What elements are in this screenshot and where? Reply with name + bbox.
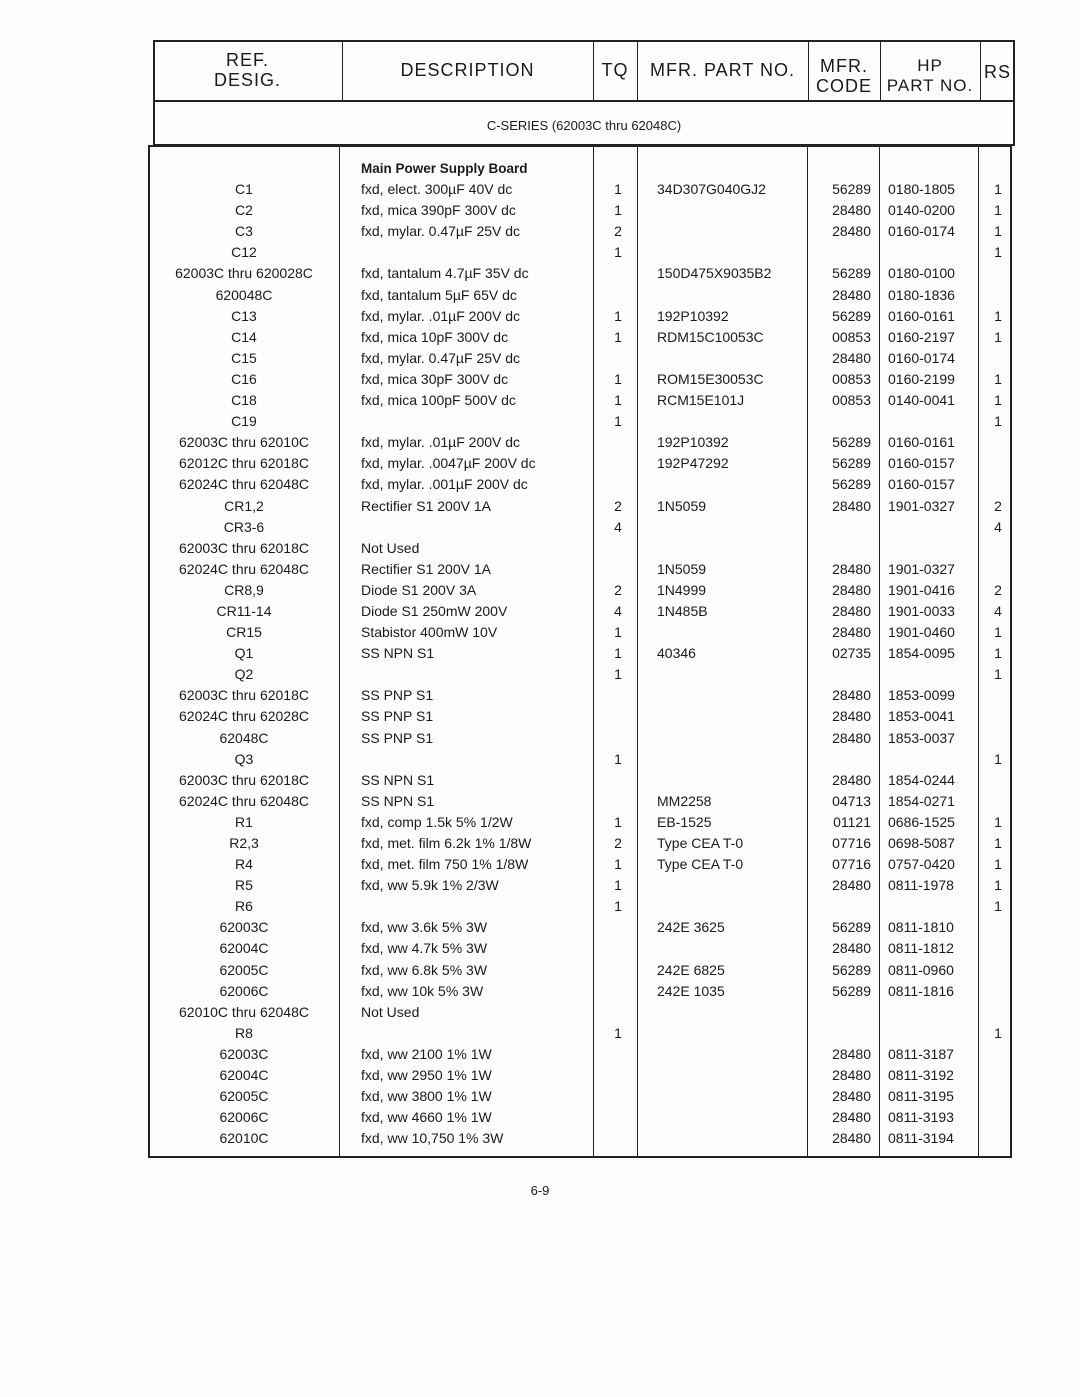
cell-ref: 62010C thru 62048C [179,1003,309,1020]
cell-code: 00853 [832,328,871,345]
cell-tq: 1 [614,370,622,387]
table-row [148,1107,1010,1128]
cell-mfr: 40346 [657,645,696,662]
cell-tq: 1 [614,202,622,219]
cell-ref: 62003C thru 62010C [179,434,309,451]
cell-code: 28480 [832,349,871,366]
cell-rs: 1 [994,835,1002,851]
cell-desc: SS NPN S1 [361,792,435,809]
cell-desc: SS PNP S1 [361,729,434,746]
cell-mfr: ROM15E30053C [657,370,764,387]
cell-hp: 1901-0460 [888,624,955,641]
table-row [148,221,1010,242]
cell-code: 28480 [832,708,871,725]
table-row [148,749,1010,770]
table-row [148,833,1010,854]
cell-rs: 4 [994,518,1002,535]
cell-desc: SS PNP S1 [361,687,434,704]
cell-hp: 0757-0420 [888,856,955,873]
cell-code: 56289 [832,476,871,493]
cell-desc: Stabistor 400mW 10V [361,624,498,641]
cell-hp: 0811-3192 [888,1067,954,1084]
cell-ref: C18 [231,392,257,409]
series-title: C-SERIES (62003C thru 62048C) [486,118,682,133]
cell-hp: 0140-0041 [888,392,955,409]
cell-desc: fxd, met. film 750 1% 1/8W [361,856,529,873]
table-row [148,770,1010,791]
table-row [148,474,1010,495]
cell-ref: 62012C thru 62018C [179,455,309,472]
cell-hp: 0180-1836 [888,286,955,303]
cell-tq: 2 [614,497,622,514]
header-hp-part-no [880,56,980,96]
cell-desc: fxd, mylar. .01µF 200V dc [361,434,521,451]
cell-hp: 1901-0033 [888,602,955,619]
cell-desc: fxd, elect. 300µF 40V dc [361,181,513,198]
cell-mfr: RCM15E101J [657,392,745,409]
cell-code: 07716 [832,856,871,873]
cell-desc: fxd, mica 390pF 300V dc [361,202,516,219]
table-row [148,327,1010,348]
cell-mfr: 1N4999 [657,581,707,598]
cell-rs: 1 [994,1024,1002,1041]
cell-code: 28480 [832,877,871,894]
cell-ref: 62004C [219,940,269,957]
cell-mfr: 192P10392 [657,307,729,324]
header-mfr-part-no: MFR. PART NO. [649,60,795,80]
cell-tq: 2 [614,223,622,240]
cell-hp: 0811-1810 [888,919,954,936]
cell-tq: 1 [614,413,622,430]
cell-desc: fxd, ww 2100 1% 1W [361,1045,492,1062]
cell-ref: 62024C thru 62048C [179,792,309,809]
table-row [148,1023,1010,1044]
cell-ref: Q2 [234,666,254,683]
table-row [148,728,1010,749]
cell-tq: 1 [614,856,622,873]
cell-ref: 62003C thru 62018C [179,539,309,556]
cell-rs: 1 [994,307,1002,324]
cell-tq: 1 [614,877,622,894]
cell-hp: 1901-0327 [888,560,955,577]
cell-ref: C16 [231,370,257,387]
table-row [148,938,1010,959]
table-row [148,200,1010,221]
cell-code: 28480 [832,940,871,957]
cell-ref: 62004C [219,1067,269,1084]
cell-hp: 1854-0271 [888,792,955,809]
cell-mfr: Type CEA T-0 [657,856,744,873]
cell-ref: C1 [235,181,253,198]
cell-mfr: 242E 3625 [657,919,725,936]
cell-code: 56289 [832,455,871,472]
cell-tq: 1 [614,645,622,662]
cell-tq: 4 [614,602,622,619]
cell-desc: fxd, tantalum 4.7µF 35V dc [361,265,529,282]
cell-desc: fxd, tantalum 5µF 65V dc [361,286,517,303]
cell-desc: Not Used [361,539,420,556]
header-hp-line1: HP [917,56,943,75]
cell-code: 28480 [832,687,871,704]
table-row [148,664,1010,685]
cell-tq: 1 [614,307,622,324]
cell-rs: 1 [994,856,1002,873]
cell-ref: R8 [235,1024,253,1041]
cell-mfr: 242E 6825 [657,961,725,978]
cell-ref: Q1 [234,645,254,662]
cell-code: 02735 [832,645,871,662]
cell-desc: fxd, ww 6.8k 5% 3W [361,961,488,978]
cell-ref: 62003C thru 62018C [179,687,309,704]
table-row [148,348,1010,369]
cell-hp: 0180-0100 [888,265,955,282]
cell-desc: fxd, mylar. .0047µF 200V dc [361,455,536,472]
cell-ref: 62006C [219,982,269,999]
page-number: 6-9 [530,1183,550,1198]
header-mfr-code [808,56,880,96]
cell-ref: 62048C [219,729,269,746]
cell-code: 01121 [833,813,871,830]
cell-tq: 1 [614,666,622,683]
cell-ref: 62006C [219,1109,269,1126]
table-row [148,981,1010,1002]
cell-hp: 0811-0960 [888,961,954,978]
cell-mfr: 1N485B [657,602,708,619]
cell-ref: C3 [235,223,253,240]
cell-ref: 62005C [219,961,269,978]
cell-tq: 1 [614,750,622,767]
cell-desc: fxd, ww 4.7k 5% 3W [361,940,488,957]
cell-ref: C12 [231,244,257,261]
cell-hp: 0811-3187 [888,1045,954,1062]
cell-code: 56289 [832,919,871,936]
cell-hp: 0140-0200 [888,202,955,219]
cell-code: 28480 [832,223,871,240]
cell-hp: 0160-0157 [888,455,955,472]
cell-code: 56289 [832,961,871,978]
table-row [148,285,1010,306]
table-row [148,685,1010,706]
cell-mfr: RDM15C10053C [657,328,764,345]
cell-code: 56289 [832,434,871,451]
table-row [148,706,1010,727]
table-row [148,643,1010,664]
cell-rs: 1 [994,413,1002,430]
cell-tq: 1 [614,181,622,198]
table-row [148,263,1010,284]
cell-code: 04713 [832,792,871,809]
cell-rs: 1 [994,328,1002,345]
cell-hp: 1853-0099 [888,687,955,704]
cell-code: 56289 [832,307,871,324]
cell-ref: 620048C [215,286,273,303]
cell-desc: Rectifier S1 200V 1A [361,497,491,514]
cell-ref: C14 [231,328,257,345]
cell-code: 28480 [832,624,871,641]
cell-code: 28480 [832,202,871,219]
cell-ref: 62003C thru 62018C [179,771,309,788]
table-row [148,369,1010,390]
cell-desc: fxd, mylar. .001µF 200V dc [361,476,528,493]
cell-rs: 4 [994,602,1002,619]
cell-rs: 1 [994,223,1002,240]
cell-desc: fxd, mylar. 0.47µF 25V dc [361,349,521,366]
cell-code: 28480 [832,581,871,598]
table-row [148,390,1010,411]
cell-ref: R4 [235,856,253,873]
cell-code: 28480 [832,1088,871,1105]
cell-tq: 4 [614,518,622,535]
table-row [148,812,1010,833]
table-row [148,601,1010,622]
cell-desc: fxd, ww 4660 1% 1W [361,1109,492,1126]
cell-tq: 1 [614,624,622,641]
cell-hp: 1854-0244 [888,771,955,788]
cell-desc: Main Power Supply Board [361,161,528,176]
cell-ref: 62024C thru 62048C [179,560,309,577]
cell-rs: 1 [994,750,1002,767]
header-description: DESCRIPTION [400,60,535,80]
cell-tq: 1 [614,392,622,409]
cell-code: 00853 [832,370,871,387]
cell-rs: 1 [994,666,1002,683]
cell-desc: SS NPN S1 [361,645,435,662]
header-mfr-code-line2: CODE [815,76,872,96]
cell-ref: 62003C [219,1045,269,1062]
cell-ref: Q3 [234,750,254,767]
cell-code: 28480 [832,729,871,746]
cell-desc: fxd, mylar. 0.47µF 25V dc [361,223,521,240]
cell-code: 56289 [832,265,871,282]
cell-rs: 1 [994,645,1002,662]
cell-rs: 1 [994,624,1002,641]
cell-desc: SS PNP S1 [361,708,434,725]
header-ref-line1: REF. [225,50,269,70]
cell-ref: R1 [235,813,253,830]
cell-mfr: 242E 1035 [657,982,725,999]
table-row [148,496,1010,517]
cell-mfr: 192P10392 [657,434,729,451]
cell-desc: fxd, mica 100pF 500V dc [361,392,516,409]
table-row [148,453,1010,474]
cell-hp: 0160-0157 [888,476,955,493]
cell-hp: 0160-0174 [888,349,955,366]
cell-code: 28480 [832,1045,871,1062]
table-row [148,896,1010,917]
cell-desc: Rectifier S1 200V 1A [361,560,491,577]
cell-tq: 1 [614,328,622,345]
cell-hp: 0160-0161 [888,434,955,451]
table-row [148,242,1010,263]
cell-hp: 0811-1978 [888,877,954,894]
cell-hp: 1853-0037 [888,729,955,746]
cell-hp: 0811-3194 [888,1130,954,1147]
cell-hp: 0160-0174 [888,223,955,240]
cell-mfr: Type CEA T-0 [657,835,744,851]
cell-hp: 0811-3193 [888,1109,954,1126]
table-row [148,538,1010,559]
cell-rs: 1 [994,244,1002,261]
cell-desc: fxd, ww 5.9k 1% 2/3W [361,877,499,894]
cell-hp: 0811-3195 [888,1088,954,1105]
cell-desc: Diode S1 250mW 200V [361,602,508,619]
table-row [148,1044,1010,1065]
cell-code: 56289 [832,181,871,198]
cell-hp: 0160-2197 [888,328,955,345]
cell-hp: 1901-0416 [888,581,955,598]
table-row [148,791,1010,812]
cell-ref: C19 [231,413,257,430]
table-row [148,1002,1010,1023]
table-row [148,411,1010,432]
section-title-row [148,158,1010,179]
header-hp-line2: PART NO. [886,76,974,95]
cell-hp: 0811-1812 [888,940,954,957]
cell-code: 28480 [832,771,871,788]
cell-rs: 1 [994,898,1002,915]
cell-tq: 1 [614,898,622,915]
cell-hp: 1853-0041 [888,708,955,725]
header-tq: TQ [601,60,629,80]
cell-tq: 1 [614,1024,622,1041]
header-rs: RS [983,62,1011,82]
cell-rs: 1 [994,181,1002,198]
cell-rs: 1 [994,813,1002,830]
cell-desc: fxd, mica 10pF 300V dc [361,328,509,345]
cell-ref: C13 [231,307,257,324]
cell-desc: fxd, ww 2950 1% 1W [361,1067,492,1084]
cell-desc: Diode S1 200V 3A [361,581,477,598]
cell-ref: 62010C [219,1130,269,1147]
cell-tq: 1 [614,813,622,830]
cell-desc: SS NPN S1 [361,771,435,788]
cell-hp: 1901-0327 [888,497,955,514]
table-row [148,917,1010,938]
cell-ref: R6 [235,898,253,915]
cell-ref: C2 [235,202,253,219]
cell-code: 28480 [832,1130,871,1147]
cell-code: 07716 [832,835,871,851]
cell-desc: fxd, met. film 6.2k 1% 1/8W [361,835,532,851]
cell-rs: 1 [994,370,1002,387]
table-row [148,432,1010,453]
cell-rs: 2 [994,581,1002,598]
cell-tq: 1 [614,244,622,261]
cell-desc: fxd, mica 30pF 300V dc [361,370,509,387]
table-row [148,517,1010,538]
cell-desc: fxd, ww 10,750 1% 3W [361,1130,504,1147]
cell-hp: 0180-1805 [888,181,955,198]
cell-code: 28480 [832,1067,871,1084]
cell-hp: 1854-0095 [888,645,955,662]
cell-ref: 62024C thru 62048C [179,476,309,493]
cell-mfr: 150D475X9035B2 [657,265,772,282]
cell-ref: R5 [235,877,253,894]
cell-ref: CR11-14 [216,602,272,619]
cell-hp: 0686-1525 [888,813,955,830]
cell-tq: 2 [614,581,622,598]
table-row [148,306,1010,327]
cell-hp: 0698-5087 [888,835,955,851]
cell-desc: fxd, ww 3800 1% 1W [361,1088,492,1105]
cell-rs: 1 [994,877,1002,894]
cell-ref: CR8,9 [224,581,264,598]
cell-ref: 62005C [219,1088,269,1105]
cell-mfr: 34D307G040GJ2 [657,181,766,198]
cell-code: 28480 [832,602,871,619]
cell-tq: 2 [614,835,622,851]
cell-desc: fxd, comp 1.5k 5% 1/2W [361,813,513,830]
cell-mfr: 1N5059 [657,560,707,577]
header-mfr-code-line1: MFR. [820,56,868,76]
cell-ref: R2,3 [229,835,259,851]
cell-mfr: 192P47292 [657,455,729,472]
header-ref-line2: DESIG. [213,70,281,90]
cell-hp: 0160-0161 [888,307,955,324]
cell-code: 00853 [832,392,871,409]
cell-ref: 62024C thru 62028C [179,708,309,725]
cell-mfr: 1N5059 [657,497,707,514]
cell-mfr: EB-1525 [657,813,712,830]
cell-desc: fxd, ww 3.6k 5% 3W [361,919,488,936]
cell-rs: 1 [994,392,1002,409]
cell-ref: CR3-6 [223,518,265,535]
table-row [148,1065,1010,1086]
cell-ref: CR15 [226,624,262,641]
cell-rs: 2 [994,497,1002,514]
table-row [148,179,1010,200]
cell-ref: C15 [231,349,257,366]
header-ref-desig [153,50,342,90]
table-row [148,580,1010,601]
table-row [148,1128,1010,1149]
cell-desc: fxd, mylar. .01µF 200V dc [361,307,521,324]
table-row [148,559,1010,580]
cell-code: 28480 [832,497,871,514]
cell-code: 56289 [832,982,871,999]
cell-code: 28480 [832,1109,871,1126]
cell-hp: 0811-1816 [888,982,954,999]
table-row [148,960,1010,981]
cell-ref: 62003C [219,919,269,936]
table-row [148,854,1010,875]
cell-ref: 62003C thru 620028C [175,265,313,282]
cell-code: 28480 [832,286,871,303]
parts-table-body [148,158,1010,1149]
table-row [148,875,1010,896]
table-row [148,1086,1010,1107]
table-row [148,622,1010,643]
cell-code: 28480 [832,560,871,577]
cell-ref: CR1,2 [224,497,264,514]
cell-mfr: MM2258 [657,792,712,809]
cell-desc: fxd, ww 10k 5% 3W [361,982,484,999]
cell-rs: 1 [994,202,1002,219]
cell-desc: Not Used [361,1003,420,1020]
cell-hp: 0160-2199 [888,370,955,387]
